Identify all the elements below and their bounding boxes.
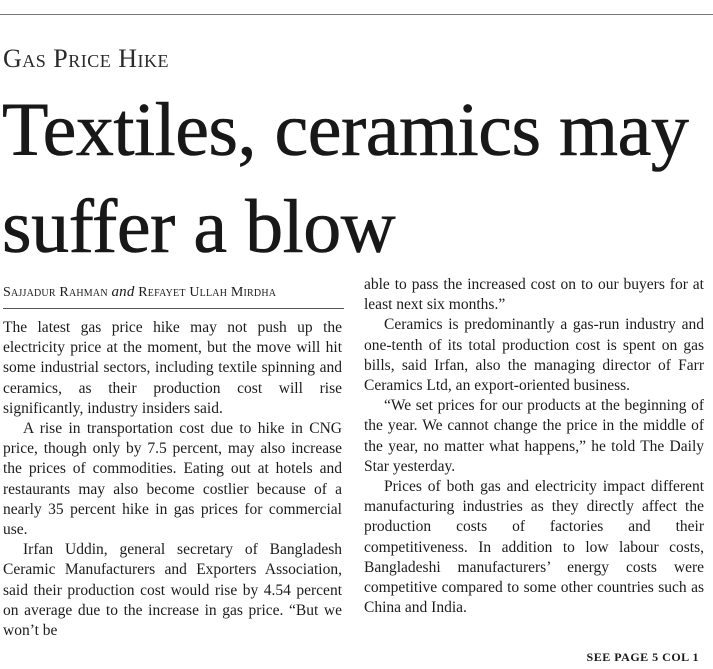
paragraph: Prices of both gas and electricity impact different manufacturing industries as they directly affect the production costs of factories and their competitiveness. In addition to low labour costs, Bangladeshi manufacturers’ energy costs were competitive compared to some other countries such as China and India. (364, 478, 704, 617)
byline-conjunction: and (111, 284, 135, 300)
article-column-2 (364, 275, 704, 618)
byline (3, 284, 276, 301)
article-column-1 (3, 318, 342, 641)
headline: Textiles, ceramics may suffer a blow (2, 88, 689, 269)
paragraph: Ceramics is predominantly a gas-run industry and one-tenth of its total production cost is spent on gas bills, said Irfan, also the managing director of Farr Ceramics Ltd, an export-oriented business. (364, 316, 704, 395)
top-rule (0, 14, 713, 15)
byline-author-1: Sajjadur Rahman (3, 285, 108, 300)
continuation-jump: SEE PAGE 5 COL 1 (586, 650, 699, 664)
kicker: Gas Price Hike (3, 44, 170, 73)
paragraph: “We set prices for our products at the beginning of the year. We cannot change the price in the middle of the year, no matter what happens,” he told The Daily Star yesterday. (364, 397, 704, 475)
byline-rule (3, 308, 344, 309)
byline-author-2: Refayet Ullah Mirdha (138, 285, 277, 300)
paragraph: A rise in transportation cost due to hike in CNG price, though only by 7.5 percent, may also increase the prices of commodities. Eating out at hotels and restaurants may also become costlier because of a nearly 35 percent hike in gas prices for commercial use. (3, 420, 342, 539)
paragraph: Irfan Uddin, general secretary of Bangladesh Ceramic Manufacturers and Exporters Association, said their production cost would rise by 4.54 percent on average due to the increase in gas price. “But we won’t be (3, 541, 342, 640)
paragraph: able to pass the increased cost on to our buyers for at least next six months.” (364, 276, 704, 314)
paragraph: The latest gas price hike may not push up the electricity price at the moment, but the move will hit some industrial sectors, including textile spinning and ceramics, as their production cost will rise significantly, industry insiders said. (3, 319, 342, 417)
